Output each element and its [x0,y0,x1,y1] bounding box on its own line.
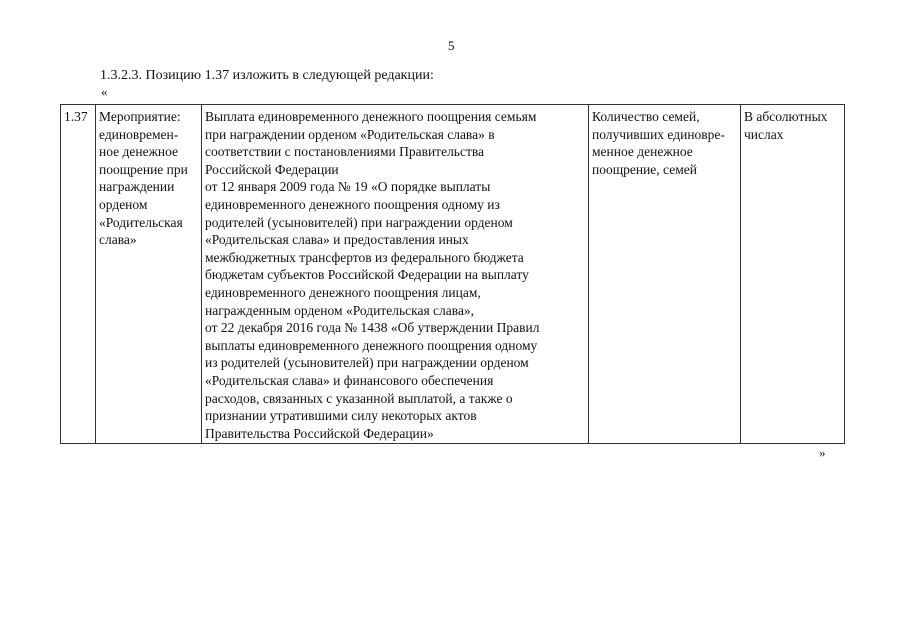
opening-quote-mark: « [101,84,108,99]
unit-cell: В абсолютных числах [741,105,845,444]
page-number: 5 [448,38,455,53]
table-row [61,105,845,444]
event-name-cell: Мероприятие: единовремен- ное денежное поощрение при награждении орденом «Родительская слава» [96,105,202,444]
event-description-cell: Выплата единовременного денежного поощрения семьям при награждении орденом «Родительская слава» в соответствии с постановлениями Правительства Российской Федерации от 12 января 2009 года № 19 «О порядке выплаты единовременного денежного поощрения одному из родителей (усыновителей) при награждении орденом «Родительская слава» и предоставления иных межбюджетных трансфертов из федерального бюджета бюджетам субъектов Российской Федерации на выплату единовременного денежного поощрения лицам, награжденным орденом «Родительская слава», от 22 декабря 2016 года № 1438 «Об утверждении Правил выплаты единовременного денежного поощрения одному из родителей (усыновителей) при награждении орденом «Родительская слава» и финансового обеспечения расходов, связанных с указанной выплатой, а также о признании утратившими силу некоторых актов Правительства Российской Федерации» [202,105,589,444]
amendment-intro-text: 1.3.2.3. Позицию 1.37 изложить в следующей редакции: [100,68,434,83]
position-number-cell: 1.37 [61,105,96,444]
closing-quote-mark: » [819,445,826,460]
position-table [60,104,845,444]
indicator-cell: Количество семей, получивших единовре- менное денежное поощрение, семей [589,105,741,444]
